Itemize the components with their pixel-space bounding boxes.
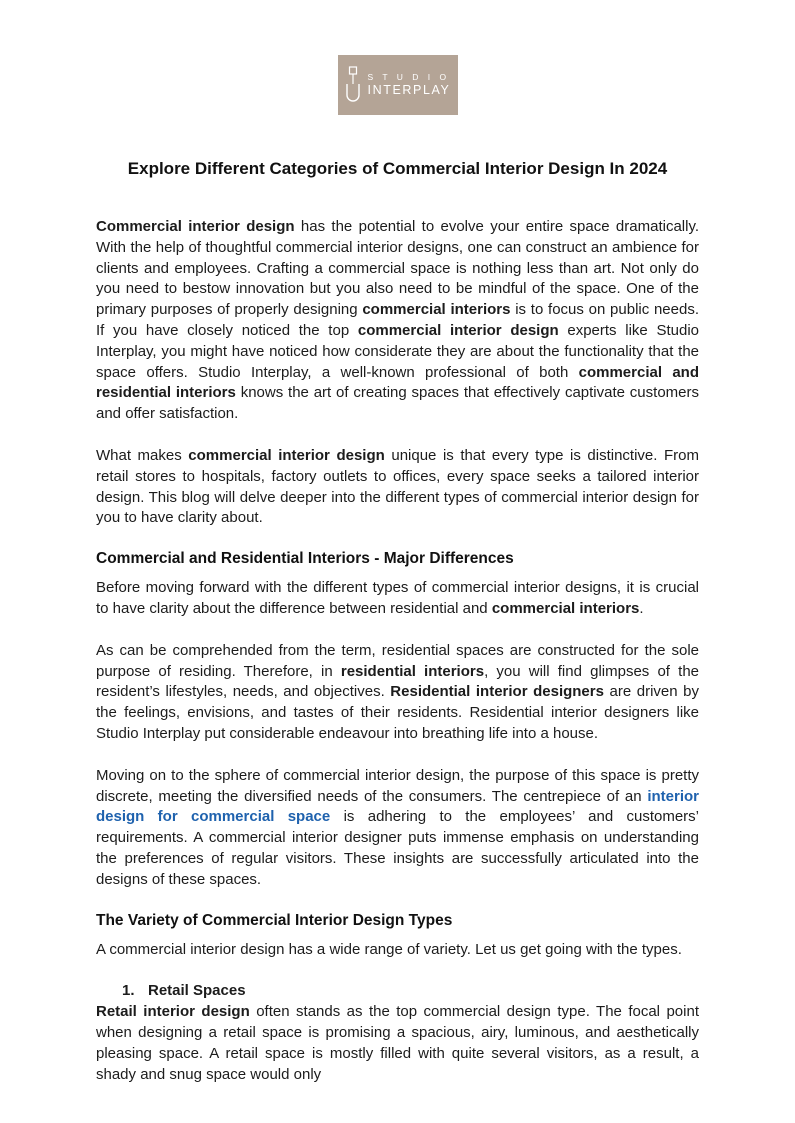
text-segment: What makes xyxy=(96,446,189,464)
text-segment: As can be comprehended from the term, residential spaces are constructed for the sole purpose of residing. Therefore, in xyxy=(96,641,699,680)
pendant-lamp-icon xyxy=(345,66,361,104)
text-segment: , you will find glimpses of the resident’s lifestyles, needs, and objectives. xyxy=(96,662,699,701)
text-segment-bold: Commercial interior design xyxy=(96,218,295,235)
text-segment: unique is that every type is distinctive. From retail stores to hospitals, factory outlets to offices, every space seeks a tailored interior design. This blog will delve deeper into the different types of commercial interior design for you to have clarity about. xyxy=(96,446,699,527)
paragraph xyxy=(96,578,699,620)
logo-text xyxy=(368,72,451,98)
text-segment: A commercial interior design has a wide range of variety. Let us get going with the types. xyxy=(96,940,682,958)
text-segment-bold: commercial interiors xyxy=(491,599,640,617)
document-title: Explore Different Categories of Commercial Interior Design In 2024 xyxy=(127,159,668,178)
paragraph xyxy=(96,446,699,529)
text-segment: is to focus on public needs. If you have closely noticed the top xyxy=(96,301,700,339)
text-segment-bold: commercial interiors xyxy=(362,301,511,319)
list-number: 1. xyxy=(122,982,135,1000)
text-segment: are driven by the feelings, envisions, and tastes of their residents. Residential interior designers like Studio Interplay put considerable endeavour into breathing life into a house. xyxy=(96,683,699,742)
text-segment: is adhering to the employees’ and customers’ requirements. A commercial interior designer puts immense emphasis on understanding the preferences of regular visitors. These insights are successfully articulated into the designs of these spaces. xyxy=(96,808,700,888)
text-segment-bold: residential interiors xyxy=(340,662,485,680)
inline-link[interactable]: interior design for commercial space xyxy=(96,787,699,826)
text-segment-bold: Residential interior designers xyxy=(390,683,604,701)
section-heading: The Variety of Commercial Interior Design Types xyxy=(96,911,453,929)
text-segment: Moving on to the sphere of commercial interior design, the purpose of this space is pretty discrete, meeting the diversified needs of the consumers. The centrepiece of an xyxy=(96,766,699,805)
logo-line1: S T U D I O xyxy=(367,71,450,82)
text-segment-bold: commercial and residential interiors xyxy=(96,363,699,402)
paragraph xyxy=(96,641,699,745)
paragraph xyxy=(96,940,699,961)
text-segment-bold: Retail interior design xyxy=(96,1003,250,1021)
text-segment: knows the art of creating spaces that effectively captivate customers and offer satisfaction. xyxy=(96,384,699,423)
document-content xyxy=(96,217,699,1085)
logo-line2: INTERPLAY xyxy=(367,82,451,97)
text-segment-bold: commercial interior design xyxy=(357,321,559,339)
paragraph xyxy=(96,1002,699,1085)
studio-interplay-logo xyxy=(338,55,458,115)
section-heading: Commercial and Residential Interiors - Major Differences xyxy=(96,550,514,568)
numbered-list-item xyxy=(96,981,699,1002)
text-segment: Before moving forward with the different types of commercial interior designs, it is crucial to have clarity about the difference between residential and xyxy=(96,579,699,617)
text-segment-bold: Retail Spaces xyxy=(148,982,246,1000)
text-segment: experts like Studio Interplay, you might have noticed how considerate they are about the functionality that the space offers. Studio Interplay, a well-known professional of both xyxy=(96,321,699,381)
paragraph xyxy=(96,766,699,891)
text-segment: has the potential to evolve your entire space dramatically. With the help of thoughtful commercial interior designs, one can construct an ambience for clients and employees. Crafting a commercial space is nothing less than art. Not only do you need to bestow innovation but you also need to be mindful of the space. One of the primary purposes of properly designing xyxy=(96,218,700,319)
text-segment: often stands as the top commercial design type. The focal point when designing a retail space is promising a spacious, airy, luminous, and aesthetically pleasing space. A retail space is mostly filled with quite several visitors, as a result, a shady and snug space would only xyxy=(96,1003,699,1083)
text-segment: . xyxy=(639,599,644,617)
text-segment-bold: commercial interior design xyxy=(188,446,385,464)
paragraph xyxy=(96,217,699,425)
